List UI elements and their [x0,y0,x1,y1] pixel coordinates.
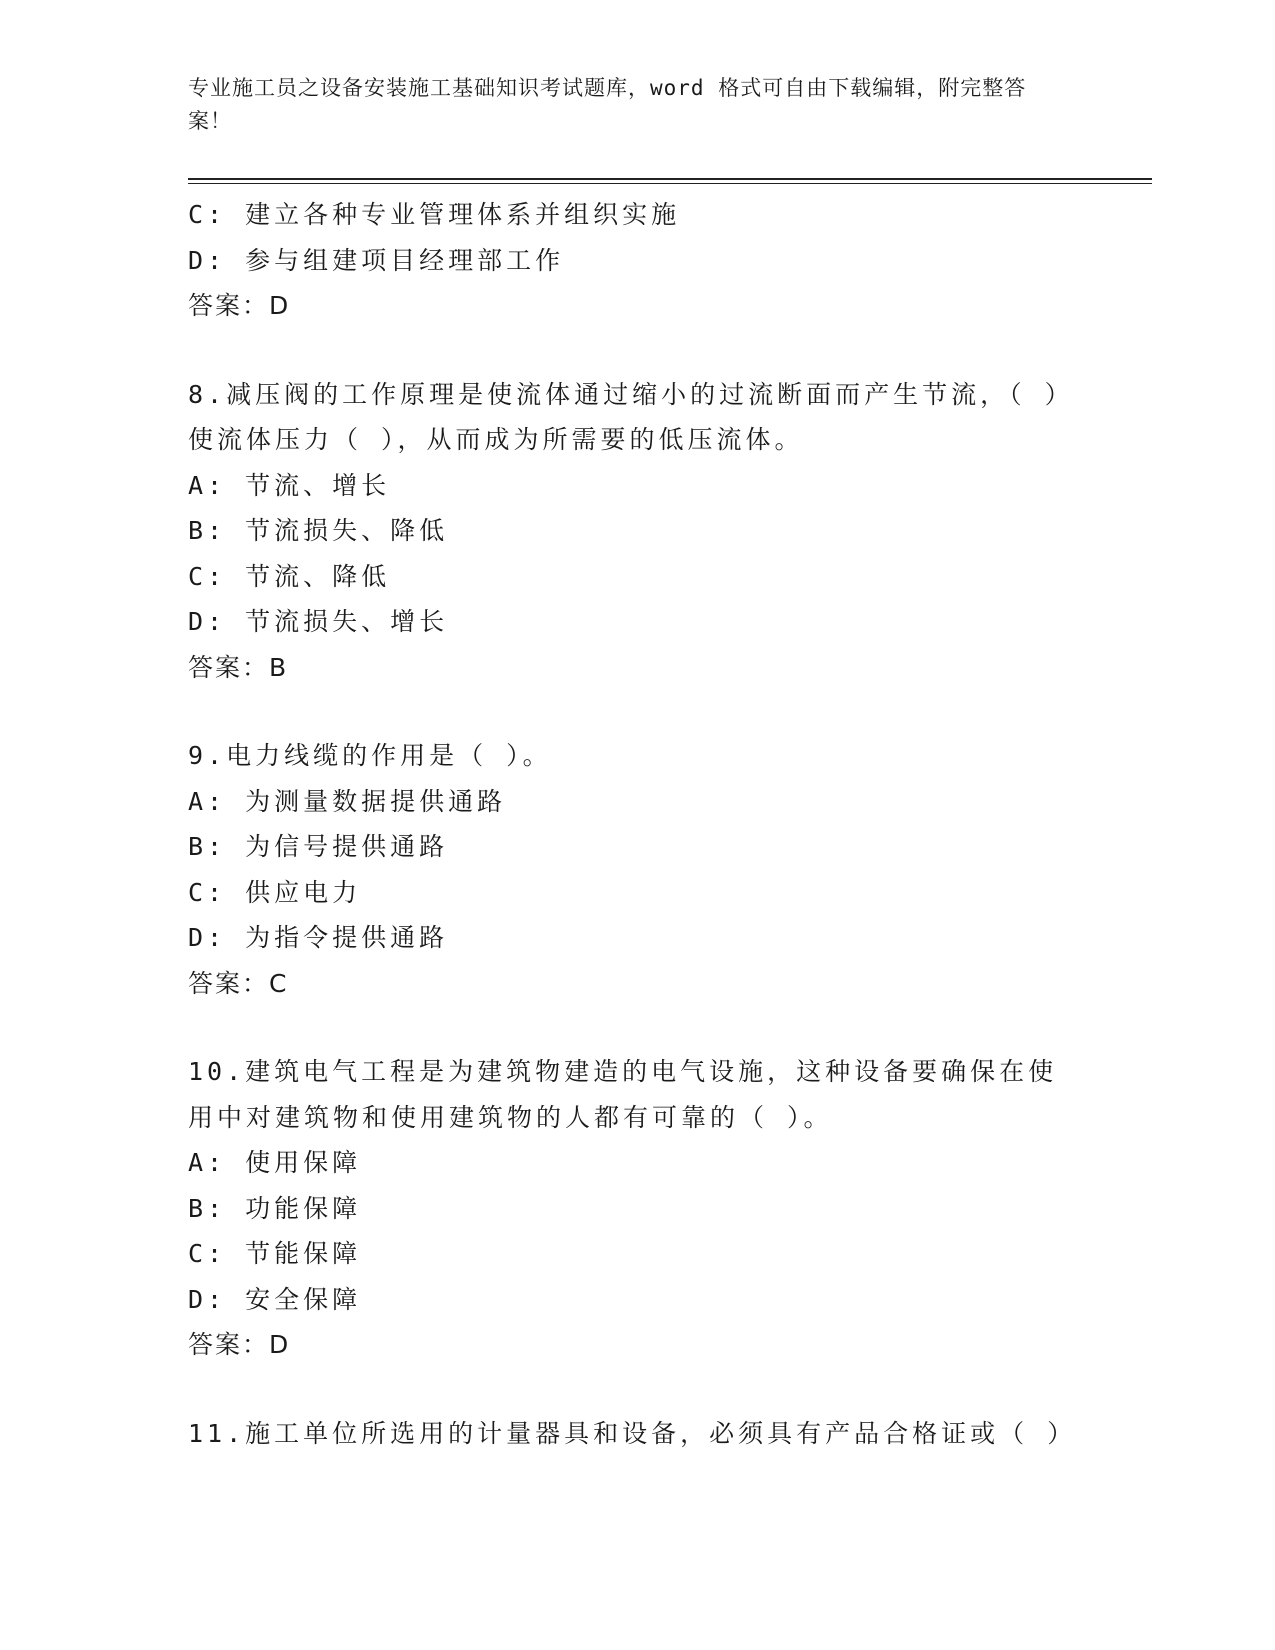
option-d: D: 为指令提供通路 [188,923,449,952]
question-stem: 11.施工单位所选用的计量器具和设备，必须具有产品合格证或（ ） [188,1418,1077,1448]
spacer [188,329,1088,372]
spacer [188,1006,1088,1049]
question-stem: 8.减压阀的工作原理是使流体通过缩小的过流断面而产生节流，（ ）使流体压力（ ），从而成为所需要的低压流体。 [188,379,1062,454]
option-a: A: 为测量数据提供通路 [188,786,507,816]
question-11 [188,1411,1088,1457]
option-b: B: 节流损失、降低 [188,516,449,545]
question-10 [188,1049,1088,1368]
question-9 [188,733,1088,1006]
answer-label: 答案：C [188,968,289,998]
option-a: A: 使用保障 [188,1148,362,1177]
option-d: D: 安全保障 [188,1284,362,1314]
option-d: D: 参与组建项目经理部工作 [188,245,565,275]
header-divider-thick [188,178,1152,180]
question-stem: 9.电力线缆的作用是（ ）。 [188,741,552,770]
question-list [188,192,1088,1456]
answer-label: 答案：D [188,1330,291,1359]
answer-label: 答案：B [188,652,289,682]
option-b: B: 功能保障 [188,1193,362,1223]
option-b: B: 为信号提供通路 [188,832,449,861]
document-header-title: 专业施工员之设备安装施工基础知识考试题库，word 格式可自由下载编辑，附完整答案！ [188,76,1027,133]
option-c: C: 节能保障 [188,1239,362,1268]
spacer [188,1368,1088,1411]
question-stem: 10.建筑电气工程是为建筑物建造的电气设施，这种设备要确保在使用中对建筑物和使用建筑物的人都有可靠的（ ）。 [188,1057,1058,1132]
header-divider-thin [188,183,1152,184]
spacer [188,690,1088,733]
option-c: C: 供应电力 [188,877,362,907]
answer-label: 答案：D [188,291,291,320]
question-8 [188,372,1088,691]
option-c: C: 建立各种专业管理体系并组织实施 [188,200,681,229]
option-a: A: 节流、增长 [188,470,391,500]
option-d: D: 节流损失、增长 [188,607,449,636]
option-c: C: 节流、降低 [188,561,391,591]
question-7-continued [188,192,1088,329]
